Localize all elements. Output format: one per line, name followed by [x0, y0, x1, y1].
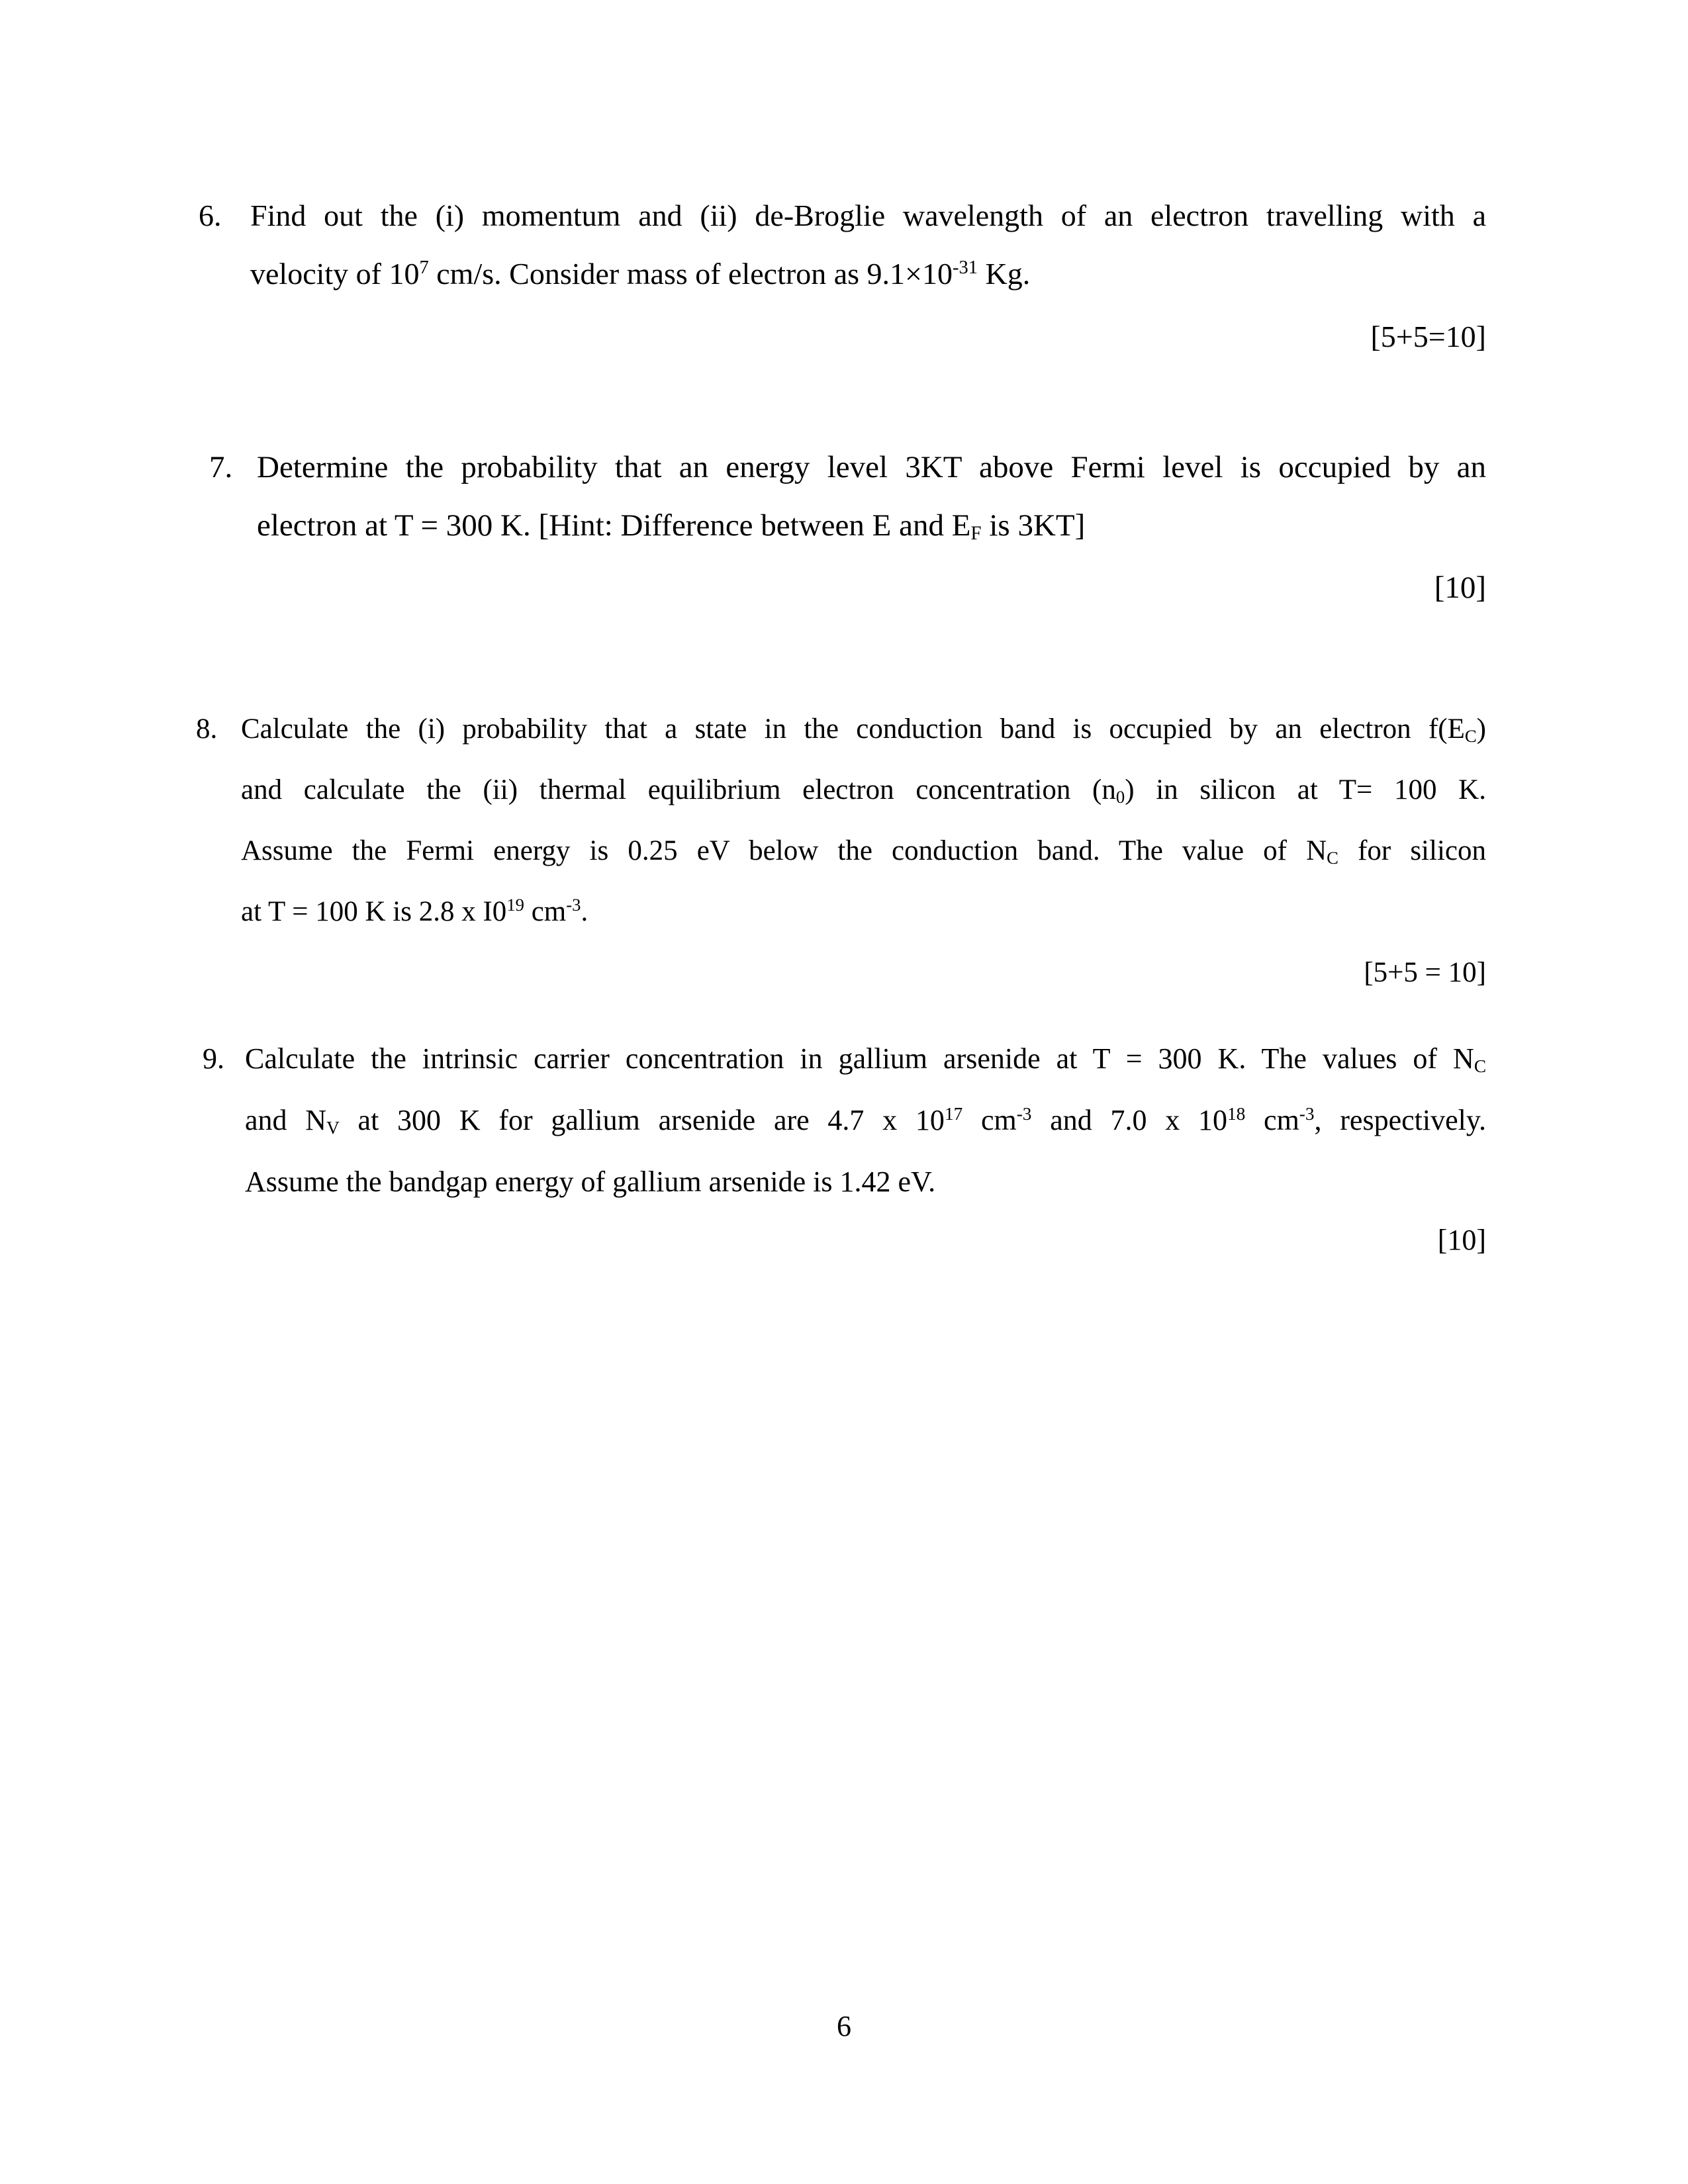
question-6-marks: [5+5=10]	[1370, 320, 1486, 353]
question-8-line-1: Calculate the (i) probability that a state in the conduction band is occupied by an electron f(EC)	[241, 713, 1486, 746]
page-number: 6	[837, 2010, 851, 2042]
question-7-line-2: electron at T = 300 K. [Hint: Difference between E and EF is 3KT]	[257, 508, 1086, 545]
question-6-line-2: velocity of $10^7$ cm/s. Consider mass of electron as $9.1\times 10^{-31}$ Kg.	[250, 257, 1031, 291]
question-9	[199, 1030, 1486, 1269]
question-8-line-3: Assume the Fermi energy is 0.25 eV below the conduction band. The value of NC for silicon	[241, 835, 1486, 868]
question-9-marks: [10]	[1437, 1224, 1486, 1256]
question-8-line-2: and calculate the (ii) thermal equilibrium electron concentration (n0) in silicon at T= 100 K.	[241, 774, 1486, 807]
question-6-text	[199, 187, 1486, 366]
question-7-line-1: Determine the probability that an energy level 3KT above Fermi level is occupied by an	[257, 450, 1486, 484]
question-8	[196, 700, 1486, 1002]
question-7-text	[199, 438, 1486, 617]
question-8-marks: [5+5 = 10]	[1364, 957, 1486, 988]
question-9-line-1: Calculate the intrinsic carrier concentration in gallium arsenide at T = 300 K. The values of NC	[245, 1042, 1486, 1076]
question-8-text	[199, 700, 1486, 1002]
question-9-line-2: and NV at 300 K for gallium arsenide are 4.7 x $10^{17}$ $cm^{-3}$ and 7.0 x $10^{18}$ $cm^{-3}$, respectively.	[245, 1104, 1486, 1138]
question-7-marks: [10]	[1434, 570, 1486, 605]
question-9-text	[199, 1030, 1486, 1269]
question-7	[199, 438, 1486, 617]
question-9-line-3: Assume the bandgap energy of gallium arsenide is 1.42 eV.	[245, 1165, 936, 1198]
question-6-number: 6.	[199, 199, 222, 232]
question-8-line-4: at T = 100 K is 2.8 x $I0^{19}$ $cm^{-3}$.	[241, 895, 588, 927]
question-7-number: 7.	[209, 450, 233, 484]
question-6-line-1: Find out the (i) momentum and (ii) de-Broglie wavelength of an electron travelling with a	[250, 199, 1486, 232]
question-8-number: 8.	[196, 713, 218, 745]
question-6	[199, 187, 1486, 366]
question-9-number: 9.	[203, 1042, 224, 1075]
